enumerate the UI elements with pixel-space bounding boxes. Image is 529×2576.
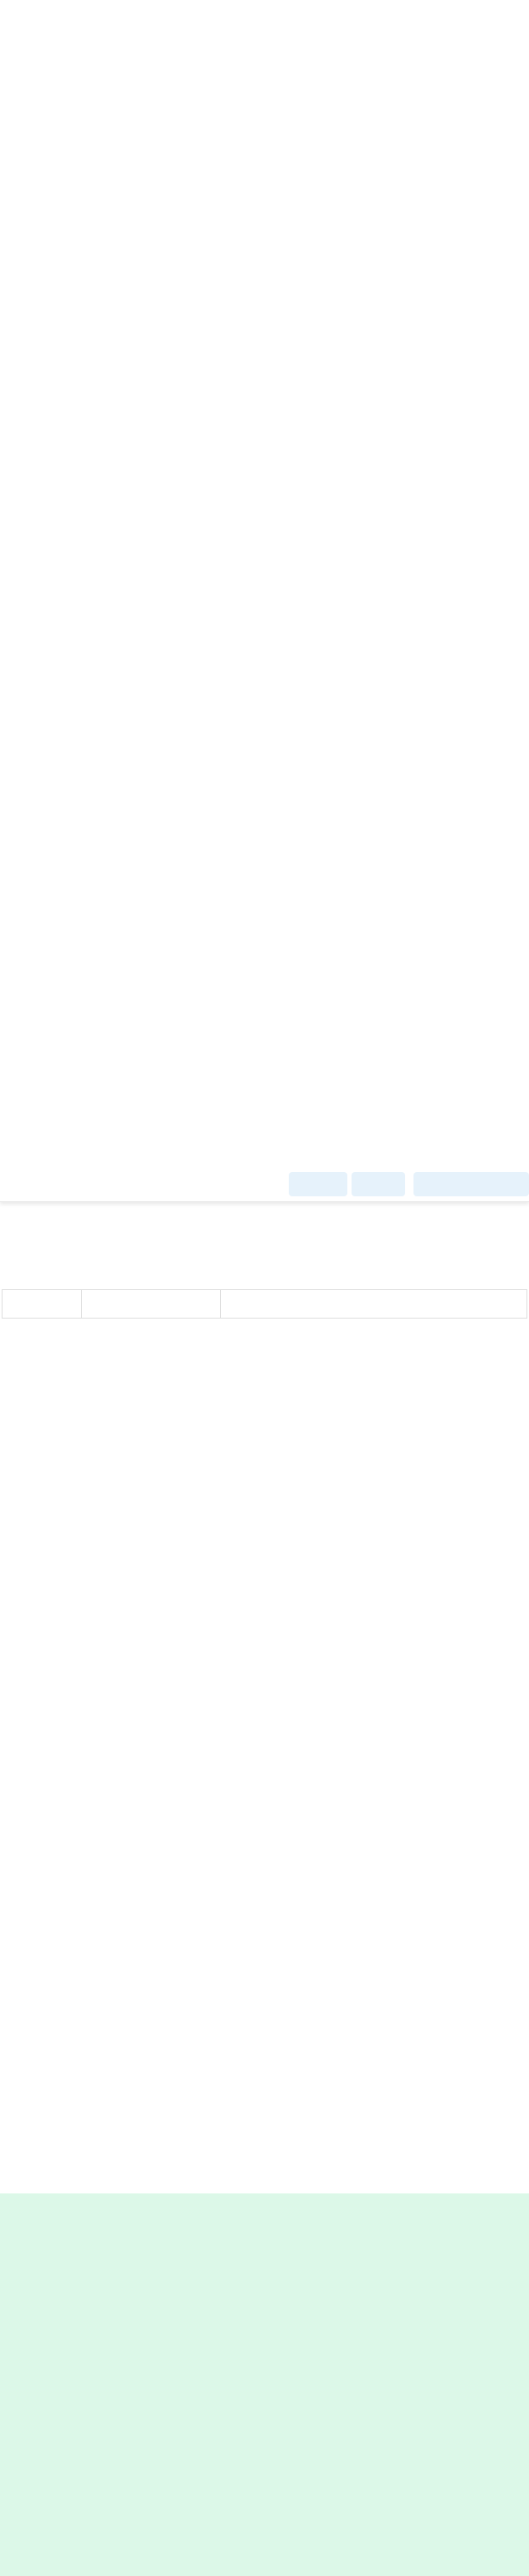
answers-panel bbox=[0, 2193, 529, 2576]
prev-exercise-button[interactable] bbox=[289, 1172, 347, 1196]
table-header-row bbox=[3, 1290, 527, 1319]
table-header bbox=[221, 1290, 527, 1319]
next-exercise-button[interactable] bbox=[352, 1172, 405, 1196]
table-header bbox=[82, 1290, 221, 1319]
all-exercises-button[interactable] bbox=[413, 1172, 529, 1196]
suffix-table bbox=[2, 1289, 527, 1319]
table-header bbox=[3, 1290, 82, 1319]
exercise-nav-bar bbox=[0, 1165, 529, 1202]
